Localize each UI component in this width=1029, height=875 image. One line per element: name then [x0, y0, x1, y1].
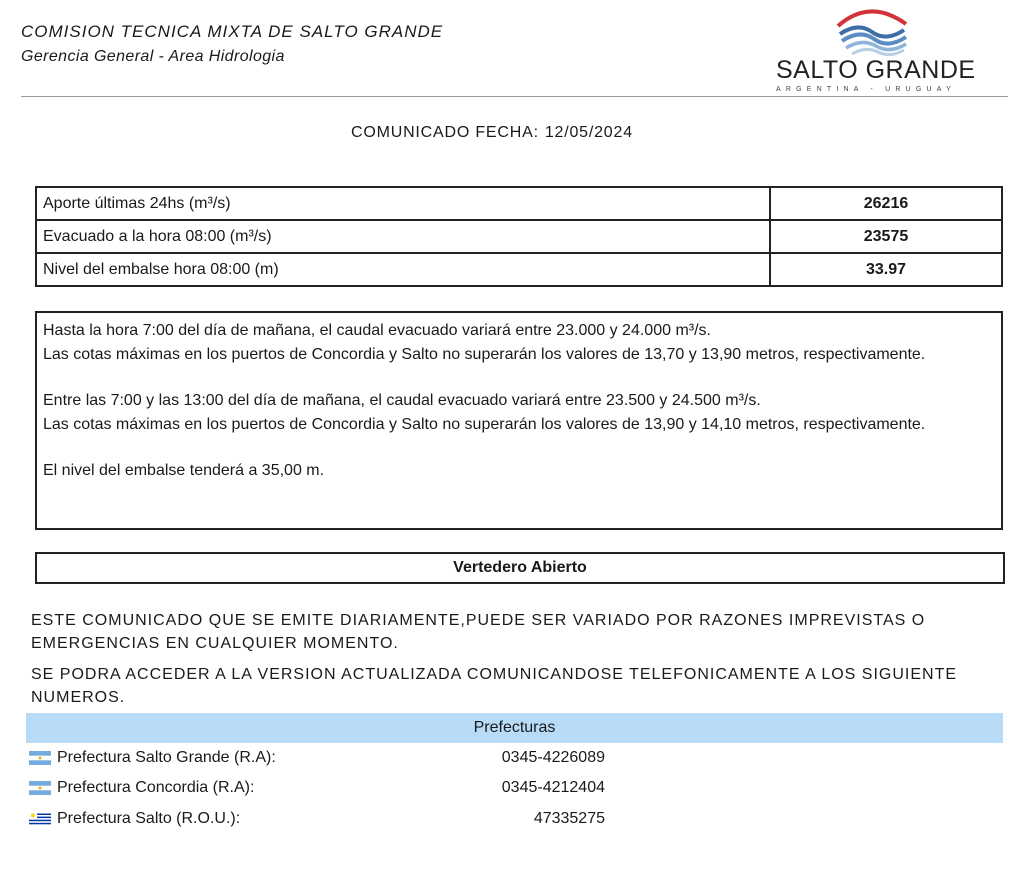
header-divider [21, 96, 1008, 97]
forecast-box [35, 311, 1003, 530]
forecast-text: Entre las 7:00 y las 13:00 del día de mañana, el caudal evacuado variará entre 23.500 y 24.500 m³/s. [43, 392, 761, 409]
organization-name: COMISION TECNICA MIXTA DE SALTO GRANDE [21, 22, 444, 41]
uruguay-flag-icon [29, 812, 51, 826]
forecast-text: El nivel del embalse tenderá a 35,00 m. [43, 462, 325, 479]
notice-text: ESTE COMUNICADO QUE SE EMITE DIARIAMENTE,PUEDE SER VARIADO POR RAZONES IMPREVISTAS O EMERGENCIAS EN CUALQUIER MOMENTO. [31, 612, 926, 652]
comunicado-date-line [351, 124, 639, 142]
spillway-status: Vertedero Abierto [35, 552, 1005, 584]
prefectura-name: Prefectura Salto Grande (R.A): [57, 749, 276, 766]
table-row [36, 253, 1002, 286]
prefectura-name: Prefectura Salto (R.O.U.): [57, 810, 241, 827]
list-item [29, 746, 629, 770]
data-label: Evacuado a la hora 08:00 (m³/s) [36, 220, 770, 253]
prefecturas-header: Prefecturas [26, 713, 1003, 743]
forecast-text: Hasta la hora 7:00 del día de mañana, el caudal evacuado variará entre 23.000 y 24.000 m³/s. [43, 322, 711, 339]
logo-subtitle: ARGENTINA - URUGUAY [776, 86, 956, 93]
comunicado-date: 12/05/2024 [544, 124, 633, 141]
table-row [36, 220, 1002, 253]
data-label: Nivel del embalse hora 08:00 (m) [36, 253, 770, 286]
hydrology-data-table [35, 186, 1003, 287]
logo-wordmark: SALTO GRANDE [776, 56, 976, 84]
data-value: 23575 [770, 220, 1002, 253]
argentina-flag-icon [29, 781, 51, 795]
prefectura-name: Prefectura Concordia (R.A): [57, 779, 255, 796]
table-row [36, 187, 1002, 220]
forecast-text: Las cotas máximas en los puertos de Concordia y Salto no superarán los valores de 13,70 y 13,90 metros, respectivamente. [43, 346, 926, 363]
salto-grande-logo [770, 4, 985, 96]
data-value: 26216 [770, 187, 1002, 220]
data-label: Aporte últimas 24hs (m³/s) [36, 187, 770, 220]
comunicado-label: COMUNICADO FECHA: [351, 124, 539, 141]
notice-text: SE PODRA ACCEDER A LA VERSION ACTUALIZADA COMUNICANDOSE TELEFONICAMENTE A LOS SIGUIENTE NUMEROS. [31, 666, 958, 706]
list-item [29, 807, 629, 831]
prefectura-phone[interactable]: 0345-4212404 [501, 779, 605, 796]
prefectura-phone[interactable]: 47335275 [533, 810, 605, 827]
argentina-flag-icon [29, 751, 51, 765]
prefectura-phone[interactable]: 0345-4226089 [501, 749, 605, 766]
list-item [29, 776, 629, 800]
data-value: 33.97 [770, 253, 1002, 286]
department-name: Gerencia General - Area Hidrologia [21, 48, 285, 65]
salto-grande-wave-icon [832, 4, 912, 58]
forecast-text: Las cotas máximas en los puertos de Concordia y Salto no superarán los valores de 13,90 y 14,10 metros, respectivamente. [43, 416, 926, 433]
